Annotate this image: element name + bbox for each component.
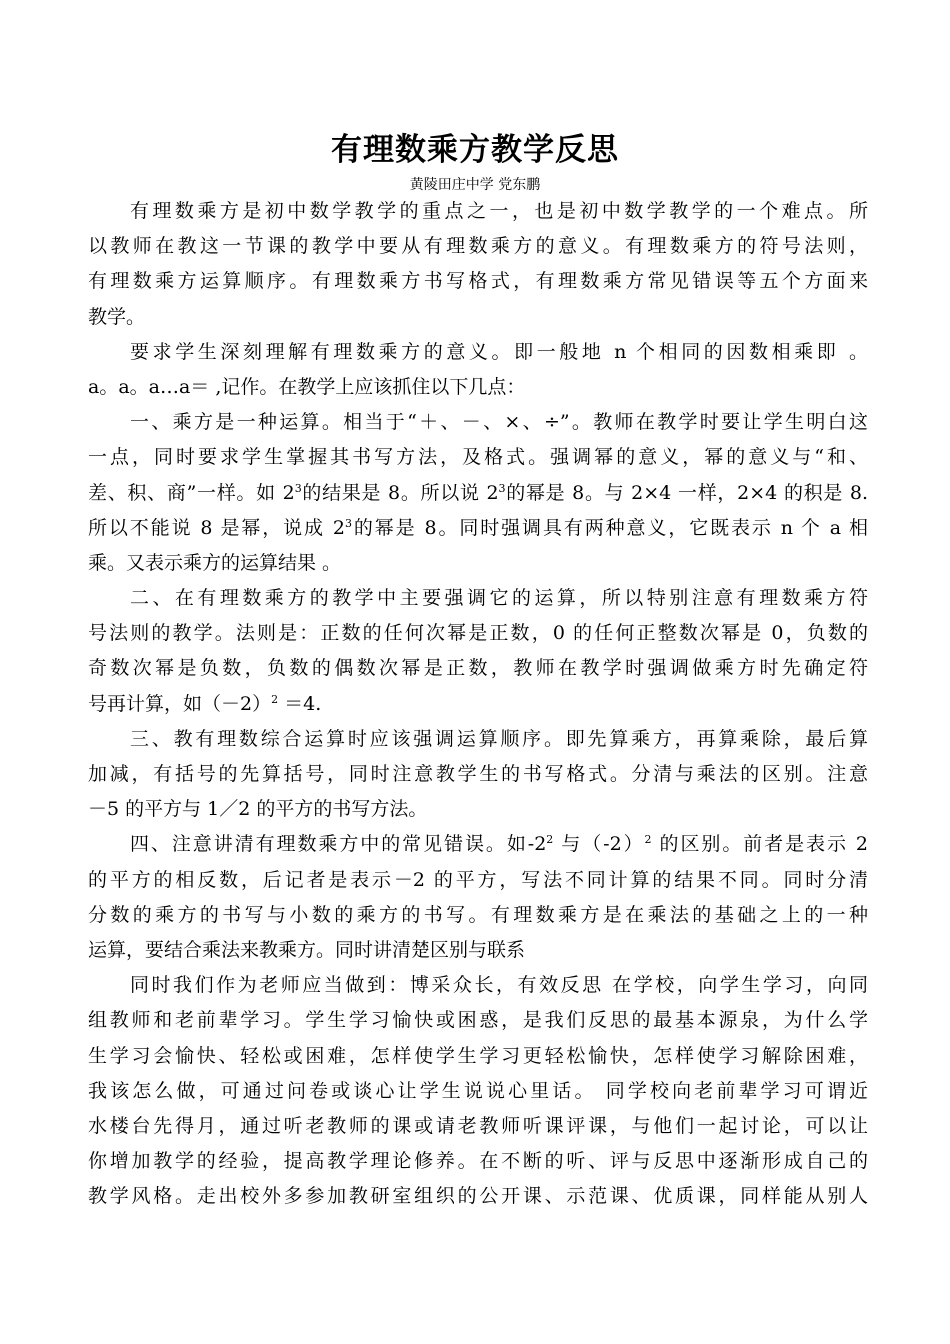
superscript: 3 xyxy=(498,481,506,495)
text-segment: 的平方的相反数，后记者是表示－2 的平方，写法不同计算的结果不同。同时分清 xyxy=(88,868,868,891)
text-segment: 水楼台先得月，通过听老教师的课或请老教师听课评课，与他们一起讨论，可以让 xyxy=(88,1114,868,1137)
text-line xyxy=(88,827,868,862)
text-segment: 运算，要结合乘法来教乘方。同时讲清楚区别与联系 xyxy=(88,938,526,961)
text-line xyxy=(88,581,868,616)
text-segment: 三、教有理数综合运算时应该强调运算顺序。即先算乘方，再算乘除，最后算 xyxy=(130,727,868,750)
text-line xyxy=(88,1179,868,1214)
text-segment: 生学习会愉快、轻松或困难，怎样使学生学习更轻松愉快，怎样使学习解除困难， xyxy=(88,1044,868,1067)
superscript: 2 xyxy=(546,833,554,847)
text-line xyxy=(88,405,868,440)
text-line xyxy=(88,968,868,1003)
text-line xyxy=(88,511,868,546)
text-segment: a。a。a…a＝ ,记作。在教学上应该抓住以下几点： xyxy=(88,375,526,398)
text-segment: 一点，同时要求学生掌握其书写方法，及格式。强调幂的意义，幂的意义与“和、 xyxy=(88,446,868,469)
text-line xyxy=(88,1074,868,1109)
text-segment: 号法则的教学。法则是：正数的任何次幂是正数，0 的任何正整数次幂是 0，负数的 xyxy=(88,622,868,645)
superscript: 2 xyxy=(644,833,652,847)
text-segment: 教学。 xyxy=(88,305,146,328)
text-segment: 的幂是 8。同时强调具有两种意义，它既表示 n 个 a 相 xyxy=(351,516,868,539)
text-line xyxy=(88,1003,868,1038)
text-segment: 差、积、商”一样。如 2 xyxy=(88,481,295,504)
text-segment: 二、在有理数乘方的教学中主要强调它的运算，所以特别注意有理数乘方符 xyxy=(130,587,868,610)
text-segment: 有理数乘方运算顺序。有理数乘方书写格式，有理数乘方常见错误等五个方面来 xyxy=(88,270,868,293)
text-segment: －5 的平方与 1／2 的平方的书写方法。 xyxy=(88,798,428,821)
document-body xyxy=(88,194,868,1214)
text-segment: 一、乘方是一种运算。相当于“＋、－、×、÷”。教师在教学时要让学生明白这 xyxy=(130,411,868,434)
text-segment: 要求学生深刻理解有理数乘方的意义。即一般地 n 个相同的因数相乘即 。 xyxy=(130,340,868,363)
text-segment: 所以不能说 8 是幂，说成 2 xyxy=(88,516,345,539)
text-line xyxy=(88,1109,868,1144)
text-segment: 有理数乘方是初中数学教学的重点之一，也是初中数学教学的一个难点。所 xyxy=(130,200,868,222)
text-segment: 的幂是 8。与 2×4 一样，2×4 的积是 8. xyxy=(505,481,868,504)
document-author: 黄陵田庄中学 党东鹏 xyxy=(409,177,541,193)
text-line xyxy=(88,229,868,264)
text-segment: 加减，有括号的先算括号，同时注意教学生的书写格式。分清与乘法的区别。注意 xyxy=(88,763,868,785)
document-title: 有理数乘方教学反思 xyxy=(331,132,619,168)
text-line xyxy=(88,863,868,898)
text-line xyxy=(88,194,868,229)
text-segment: 号再计算，如（－2） xyxy=(88,692,272,715)
text-segment: ＝4. xyxy=(278,692,322,715)
text-line xyxy=(88,722,868,757)
text-line xyxy=(88,933,868,968)
text-line xyxy=(88,546,868,581)
text-segment: 组教师和老前辈学习。学生学习愉快或困惑，是我们反思的最基本源泉，为什么学 xyxy=(88,1009,868,1032)
text-line xyxy=(88,687,868,722)
text-line xyxy=(88,651,868,686)
text-segment: 四、注意讲清有理数乘方中的常见错误。如-2 xyxy=(130,833,547,856)
text-line xyxy=(88,757,868,792)
text-segment: 奇数次幂是负数，负数的偶数次幂是正数，教师在教学时强调做乘方时先确定符 xyxy=(88,657,868,680)
text-line xyxy=(88,300,868,335)
text-line xyxy=(88,616,868,651)
text-segment: 分数的乘方的书写与小数的乘方的书写。有理数乘方是在乘法的基础之上的一种 xyxy=(88,903,868,926)
text-segment: 的结果是 8。所以说 2 xyxy=(301,481,499,504)
text-segment: 与（-2） xyxy=(553,833,645,856)
superscript: 2 xyxy=(271,692,279,706)
superscript: 3 xyxy=(344,516,352,530)
text-segment: 你增加教学的经验，提高教学理论修养。在不断的听、评与反思中逐渐形成自己的 xyxy=(88,1150,868,1173)
text-line xyxy=(88,335,868,370)
text-segment: 以教师在教这一节课的教学中要从有理数乘方的意义。有理数乘方的符号法则， xyxy=(88,235,868,258)
superscript: 3 xyxy=(294,481,302,495)
text-line xyxy=(88,476,868,511)
text-segment: 教学风格。走出校外多参加教研室组织的公开课、示范课、优质课，同样能从别人 xyxy=(88,1185,868,1208)
text-segment: 同时我们作为老师应当做到：博采众长，有效反思 在学校，向学生学习，向同 xyxy=(130,974,868,997)
text-segment: 的区别。前者是表示 2 xyxy=(651,833,868,856)
text-line xyxy=(88,792,868,827)
text-line xyxy=(88,440,868,475)
text-line xyxy=(88,898,868,933)
text-segment: 乘。又表示乘方的运算结果 。 xyxy=(88,551,342,574)
text-line xyxy=(88,370,868,405)
text-segment: 我该怎么做，可通过问卷或谈心让学生说说心里话。 同学校向老前辈学习可谓近 xyxy=(88,1079,868,1102)
text-line xyxy=(88,1144,868,1179)
text-line xyxy=(88,264,868,299)
text-line xyxy=(88,1039,868,1074)
